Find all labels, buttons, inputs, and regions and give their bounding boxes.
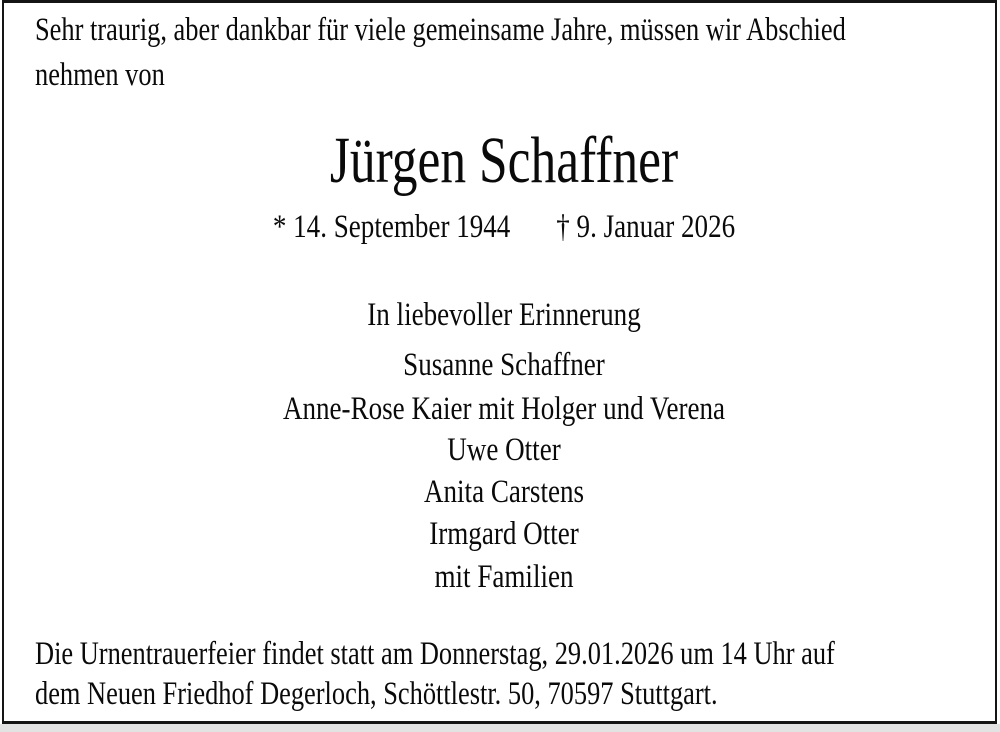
mourner-name: Anita Carstens bbox=[423, 474, 585, 510]
mourner-name: Uwe Otter bbox=[447, 432, 561, 468]
death-date-text: 9. Januar 2026 bbox=[576, 209, 736, 245]
death-date bbox=[556, 209, 735, 245]
intro-line-1: Sehr traurig, aber dankbar für viele gemeinsame Jahre, müssen wir Abschied bbox=[35, 12, 846, 48]
life-dates-line bbox=[94, 211, 914, 244]
mourner-name: Irmgard Otter bbox=[429, 516, 579, 552]
died-symbol: † bbox=[556, 209, 570, 245]
birth-date-text: 14. September 1944 bbox=[293, 209, 511, 245]
mourner-name: Anne-Rose Kaier mit Holger und Verena bbox=[282, 391, 726, 427]
mourner-suffix: mit Familien bbox=[434, 559, 574, 595]
deceased-name: Jürgen Schaffner bbox=[329, 124, 679, 197]
page-bottom-strip bbox=[0, 724, 1000, 732]
funeral-info-line-2: dem Neuen Friedhof Degerloch, Schöttlestr. 50, 70597 Stuttgart. bbox=[35, 676, 718, 712]
funeral-info-line-1: Die Urnentrauerfeier findet statt am Donnerstag, 29.01.2026 um 14 Uhr auf bbox=[35, 636, 835, 672]
born-symbol: * bbox=[272, 209, 287, 245]
mourner-name: Susanne Schaffner bbox=[403, 347, 605, 383]
memoriam-heading: In liebevoller Erinnerung bbox=[367, 297, 641, 333]
birth-date bbox=[273, 209, 510, 245]
intro-line-2: nehmen von bbox=[35, 57, 165, 93]
